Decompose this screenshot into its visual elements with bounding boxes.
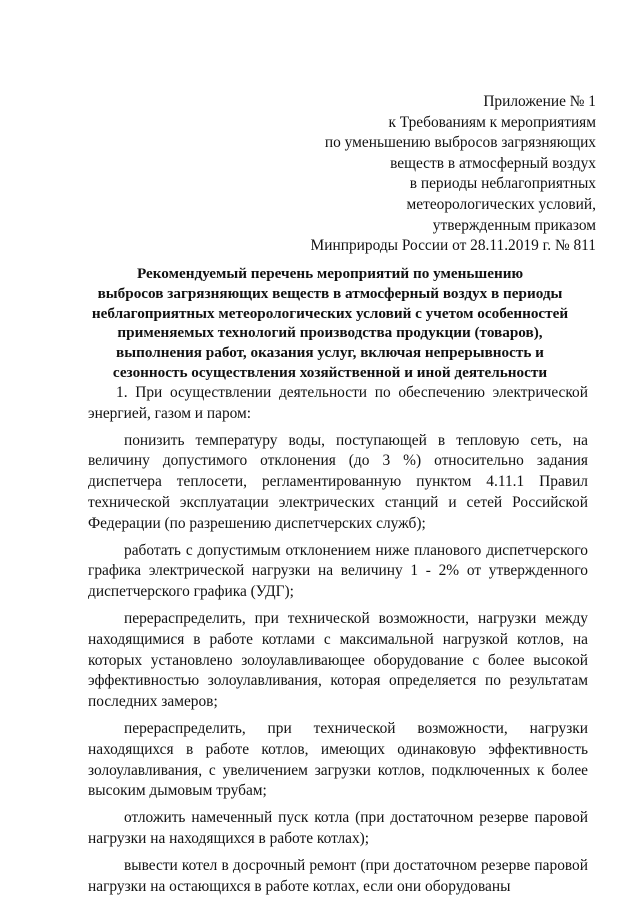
document-body bbox=[88, 383, 588, 903]
appendix-line: Приложение № 1 bbox=[483, 93, 596, 110]
appendix-line: метеорологических условий, bbox=[406, 195, 596, 213]
body-paragraph: отложить намеченный пуск котла (при достаточном резерве паровой нагрузки на находящихся в работе котлах); bbox=[88, 809, 588, 847]
body-paragraph: перераспределить, при технической возможности, нагрузки находящихся в работе котлов, имеющих одинаковую эффективность золоулавливания, с увеличением загрузки котлов, подключенных к более высоким дымовым трубам; bbox=[88, 719, 588, 800]
document-title bbox=[60, 264, 600, 383]
title-line: Рекомендуемый перечень мероприятий по уменьшению bbox=[136, 265, 524, 282]
appendix-line: веществ в атмосферный воздух bbox=[390, 154, 596, 172]
body-paragraph: перераспределить, при технической возможности, нагрузки между находящимися в работе котлами с максимальной нагрузкой котлов, на которых установлено золоулавливающее оборудование с более высокой эффективностью золоулавливания, которая определяется по результатам последних замеров; bbox=[88, 609, 588, 711]
title-line: выполнения работ, оказания услуг, включая непрерывность и bbox=[116, 344, 544, 362]
appendix-line: по уменьшению выбросов загрязняющих bbox=[324, 134, 596, 152]
appendix-header bbox=[311, 92, 596, 257]
section-heading-paragraph: 1. При осуществлении деятельности по обеспечению электрической энергией, газом и паром: bbox=[88, 384, 588, 422]
appendix-line: к Требованиям к мероприятиям bbox=[388, 113, 596, 131]
title-line: неблагоприятных метеорологических условий с учетом особенностей bbox=[91, 304, 569, 322]
body-paragraph: работать с допустимым отклонением ниже планового диспетчерского графика электрической нагрузки на величину 1 - 2% от утвержденного диспетчерского графика (УДГ); bbox=[88, 541, 588, 601]
appendix-line: утвержденным приказом bbox=[432, 216, 596, 234]
body-paragraph: понизить температуру воды, поступающей в тепловую сеть, на величину допустимого отклонения (до 3 %) относительно задания диспетчера теплосети, регламентированную пунктом 4.11.1 Правил технической эксплуатации электрических станций и сетей Российской Федерации (по разрешению диспетчерских служб); bbox=[88, 431, 588, 532]
appendix-line: Минприроды России от 28.11.2019 г. № 811 bbox=[310, 237, 596, 255]
title-line: сезонность осуществления хозяйственной и иной деятельности bbox=[112, 363, 548, 381]
title-line: применяемых технологий производства продукции (товаров), bbox=[117, 324, 543, 342]
title-line: выбросов загрязняющих веществ в атмосферный воздух в периоды bbox=[97, 284, 563, 302]
appendix-line: в периоды неблагоприятных bbox=[409, 175, 596, 193]
body-paragraph: вывести котел в досрочный ремонт (при достаточном резерве паровой нагрузки на остающихся в работе котлах, если они оборудованы bbox=[88, 856, 588, 895]
